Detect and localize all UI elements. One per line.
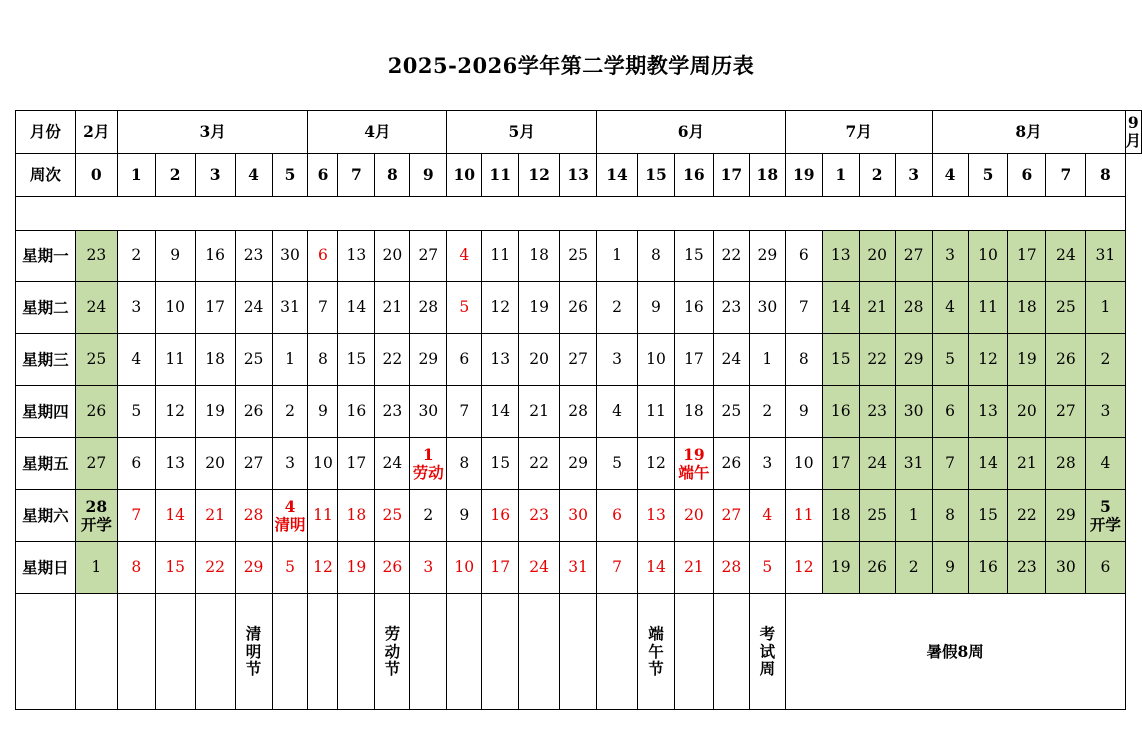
note-cell — [410, 594, 447, 710]
date-cell: 1 — [597, 231, 638, 282]
date-number: 1 — [422, 444, 434, 464]
summer-note: 暑假8周 — [785, 594, 1125, 710]
exam-note — [749, 594, 785, 710]
date-cell: 18 — [519, 231, 560, 282]
week-number: 4 — [932, 154, 968, 197]
date-cell: 13 — [968, 386, 1008, 438]
date-cell: 4 — [117, 334, 155, 386]
note-cell — [338, 594, 375, 710]
date-cell: 26 — [375, 542, 410, 594]
date-cell: 16 — [968, 542, 1008, 594]
date-cell: 3 — [117, 282, 155, 334]
date-cell: 23 — [75, 231, 117, 282]
exam-note-text: 考 试 周 — [759, 623, 776, 679]
date-cell: 27 — [410, 231, 447, 282]
date-cell: 9 — [638, 282, 675, 334]
date-cell: 22 — [1008, 490, 1046, 542]
date-cell: 12 — [308, 542, 338, 594]
date-cell: 28 — [235, 490, 272, 542]
date-cell: 12 — [155, 386, 195, 438]
date-cell: 27 — [1046, 386, 1086, 438]
week-number: 16 — [674, 154, 713, 197]
date-cell: 7 — [785, 282, 822, 334]
date-cell: 3 — [1086, 386, 1125, 438]
date-cell: 22 — [519, 438, 560, 490]
date-annotation: 劳动 — [412, 462, 444, 482]
date-number: 28 — [85, 496, 108, 516]
date-cell: 18 — [674, 386, 713, 438]
note-cell — [519, 594, 560, 710]
month-row — [16, 111, 1142, 154]
week-number: 5 — [968, 154, 1008, 197]
date-cell: 11 — [785, 490, 822, 542]
date-cell: 8 — [447, 438, 482, 490]
date-cell: 17 — [482, 542, 519, 594]
note-cell — [155, 594, 195, 710]
duanwu-note — [638, 594, 675, 710]
date-cell: 17 — [1008, 231, 1046, 282]
date-cell: 20 — [859, 231, 895, 282]
date-cell: 5 — [749, 542, 785, 594]
date-cell: 2 — [1086, 334, 1125, 386]
date-cell: 25 — [1046, 282, 1086, 334]
month-jul: 7月 — [785, 111, 932, 154]
day-label: 星期二 — [16, 282, 76, 334]
week-number: 2 — [155, 154, 195, 197]
date-cell: 15 — [338, 334, 375, 386]
date-cell: 9 — [308, 386, 338, 438]
date-cell: 24 — [375, 438, 410, 490]
date-cell: 17 — [822, 438, 859, 490]
date-cell: 15 — [482, 438, 519, 490]
date-cell: 24 — [859, 438, 895, 490]
date-cell: 30 — [1046, 542, 1086, 594]
week-row — [16, 154, 1142, 197]
date-cell: 28 — [410, 282, 447, 334]
date-cell: 2 — [272, 386, 308, 438]
date-cell: 30 — [895, 386, 932, 438]
month-apr: 4月 — [308, 111, 447, 154]
date-cell: 27 — [895, 231, 932, 282]
date-cell: 3 — [597, 334, 638, 386]
date-cell: 20 — [1008, 386, 1046, 438]
date-cell: 11 — [308, 490, 338, 542]
date-cell: 2 — [895, 542, 932, 594]
date-cell: 13 — [638, 490, 675, 542]
date-cell: 21 — [674, 542, 713, 594]
date-cell: 21 — [195, 490, 235, 542]
date-cell: 12 — [482, 282, 519, 334]
date-cell: 19 — [338, 542, 375, 594]
date-cell: 23 — [519, 490, 560, 542]
date-cell: 18 — [195, 334, 235, 386]
duanwu-note-text: 端 午 节 — [648, 623, 664, 679]
date-cell: 27 — [235, 438, 272, 490]
date-cell: 20 — [674, 490, 713, 542]
week-number: 3 — [895, 154, 932, 197]
date-cell: 26 — [713, 438, 749, 490]
note-cell — [272, 594, 308, 710]
note-cell — [597, 594, 638, 710]
date-cell: 30 — [749, 282, 785, 334]
day-row — [16, 282, 1142, 334]
date-cell: 31 — [1086, 231, 1125, 282]
date-cell: 7 — [447, 386, 482, 438]
note-cell — [117, 594, 155, 710]
calendar-table — [15, 110, 1142, 710]
date-cell: 17 — [195, 282, 235, 334]
date-cell: 13 — [155, 438, 195, 490]
week-number: 0 — [75, 154, 117, 197]
date-cell: 2 — [749, 386, 785, 438]
week-number: 1 — [117, 154, 155, 197]
date-cell: 6 — [117, 438, 155, 490]
date-cell: 1 — [749, 334, 785, 386]
week-number: 7 — [338, 154, 375, 197]
week-number: 19 — [785, 154, 822, 197]
date-cell: 20 — [195, 438, 235, 490]
date-cell: 2 — [410, 490, 447, 542]
month-feb: 2月 — [75, 111, 117, 154]
week-number: 3 — [195, 154, 235, 197]
date-cell: 15 — [674, 231, 713, 282]
date-cell: 9 — [932, 542, 968, 594]
month-jun: 6月 — [597, 111, 786, 154]
spacer-cell — [16, 197, 1126, 231]
page-title: 2025-2026学年第二学期教学周历表 — [387, 53, 755, 78]
date-cell: 11 — [968, 282, 1008, 334]
notes-row — [16, 594, 1142, 710]
date-cell: 1 — [75, 542, 117, 594]
date-cell: 26 — [560, 282, 597, 334]
date-cell: 19 — [1008, 334, 1046, 386]
date-cell: 7 — [308, 282, 338, 334]
note-cell — [713, 594, 749, 710]
date-cell: 5 — [117, 386, 155, 438]
date-cell: 8 — [308, 334, 338, 386]
date-cell: 29 — [895, 334, 932, 386]
date-cell: 9 — [447, 490, 482, 542]
date-cell: 8 — [638, 231, 675, 282]
date-cell: 28 — [713, 542, 749, 594]
date-cell: 10 — [447, 542, 482, 594]
date-cell: 6 — [785, 231, 822, 282]
date-cell: 22 — [375, 334, 410, 386]
day-row — [16, 334, 1142, 386]
date-cell: 14 — [338, 282, 375, 334]
date-cell: 8 — [932, 490, 968, 542]
date-cell: 25 — [235, 334, 272, 386]
week-number: 6 — [1008, 154, 1046, 197]
date-cell: 17 — [674, 334, 713, 386]
date-cell: 21 — [1008, 438, 1046, 490]
date-cell: 25 — [375, 490, 410, 542]
week-label: 周次 — [16, 154, 76, 197]
date-cell: 22 — [195, 542, 235, 594]
week-number: 15 — [638, 154, 675, 197]
date-cell — [410, 438, 447, 490]
date-cell: 3 — [272, 438, 308, 490]
date-cell: 22 — [713, 231, 749, 282]
date-cell: 12 — [638, 438, 675, 490]
day-row — [16, 490, 1142, 542]
date-annotation: 清明 — [274, 514, 306, 534]
day-label: 星期四 — [16, 386, 76, 438]
note-cell — [195, 594, 235, 710]
date-cell: 2 — [597, 282, 638, 334]
date-cell: 28 — [1046, 438, 1086, 490]
date-number: 4 — [284, 496, 296, 516]
date-cell: 15 — [968, 490, 1008, 542]
day-row — [16, 231, 1142, 282]
date-cell: 30 — [560, 490, 597, 542]
date-cell: 18 — [338, 490, 375, 542]
week-number: 2 — [859, 154, 895, 197]
date-cell: 16 — [195, 231, 235, 282]
date-cell: 19 — [822, 542, 859, 594]
date-cell: 28 — [895, 282, 932, 334]
date-cell: 29 — [1046, 490, 1086, 542]
date-cell: 3 — [410, 542, 447, 594]
date-cell: 14 — [638, 542, 675, 594]
week-number: 9 — [410, 154, 447, 197]
date-cell: 1 — [895, 490, 932, 542]
date-annotation: 开学 — [1089, 514, 1121, 534]
date-cell: 10 — [968, 231, 1008, 282]
date-cell: 25 — [859, 490, 895, 542]
date-cell: 13 — [822, 231, 859, 282]
date-cell: 6 — [308, 231, 338, 282]
week-number: 11 — [482, 154, 519, 197]
date-cell: 21 — [859, 282, 895, 334]
date-cell: 3 — [932, 231, 968, 282]
date-cell: 20 — [375, 231, 410, 282]
month-mar: 3月 — [117, 111, 308, 154]
day-row — [16, 386, 1142, 438]
date-cell: 30 — [410, 386, 447, 438]
day-rows — [16, 231, 1142, 594]
date-cell: 23 — [859, 386, 895, 438]
week-number: 18 — [749, 154, 785, 197]
date-cell: 7 — [932, 438, 968, 490]
date-cell: 13 — [338, 231, 375, 282]
date-cell: 25 — [713, 386, 749, 438]
date-cell: 7 — [117, 490, 155, 542]
date-cell: 14 — [482, 386, 519, 438]
date-cell: 25 — [560, 231, 597, 282]
date-cell: 16 — [338, 386, 375, 438]
date-cell: 4 — [597, 386, 638, 438]
date-cell: 26 — [859, 542, 895, 594]
date-cell: 28 — [560, 386, 597, 438]
date-cell: 4 — [749, 490, 785, 542]
date-cell: 19 — [519, 282, 560, 334]
date-cell: 26 — [75, 386, 117, 438]
date-cell: 10 — [638, 334, 675, 386]
date-cell: 10 — [155, 282, 195, 334]
date-cell: 3 — [749, 438, 785, 490]
date-cell: 9 — [155, 231, 195, 282]
date-cell: 29 — [749, 231, 785, 282]
week-number: 7 — [1046, 154, 1086, 197]
date-cell: 23 — [235, 231, 272, 282]
date-cell: 16 — [482, 490, 519, 542]
date-cell: 27 — [713, 490, 749, 542]
date-cell: 2 — [117, 231, 155, 282]
date-cell: 5 — [272, 542, 308, 594]
qingming-note — [235, 594, 272, 710]
day-label: 星期五 — [16, 438, 76, 490]
month-aug: 8月 — [932, 111, 1125, 154]
week-number: 17 — [713, 154, 749, 197]
date-cell: 14 — [155, 490, 195, 542]
month-sep: 9月 — [1125, 111, 1142, 154]
week-number: 6 — [308, 154, 338, 197]
note-cell — [16, 594, 76, 710]
week-number: 10 — [447, 154, 482, 197]
date-number: 5 — [1100, 496, 1111, 516]
week-number: 5 — [272, 154, 308, 197]
week-number: 4 — [235, 154, 272, 197]
week-number: 13 — [560, 154, 597, 197]
date-cell: 21 — [375, 282, 410, 334]
note-cell — [308, 594, 338, 710]
date-cell: 14 — [822, 282, 859, 334]
date-cell: 23 — [1008, 542, 1046, 594]
date-cell: 29 — [410, 334, 447, 386]
date-cell: 20 — [519, 334, 560, 386]
date-cell: 6 — [447, 334, 482, 386]
date-cell: 8 — [785, 334, 822, 386]
week-number: 14 — [597, 154, 638, 197]
date-cell: 9 — [785, 386, 822, 438]
date-cell: 24 — [235, 282, 272, 334]
date-annotation: 开学 — [80, 514, 112, 534]
date-cell: 16 — [822, 386, 859, 438]
date-cell: 6 — [597, 490, 638, 542]
date-cell: 25 — [75, 334, 117, 386]
date-cell: 11 — [638, 386, 675, 438]
date-cell: 24 — [1046, 231, 1086, 282]
labor-note-text: 劳 动 节 — [384, 623, 401, 679]
date-cell: 27 — [560, 334, 597, 386]
qingming-note-text: 清 明 节 — [245, 623, 262, 679]
date-cell: 29 — [560, 438, 597, 490]
week-number: 8 — [1086, 154, 1125, 197]
date-cell: 4 — [1086, 438, 1125, 490]
date-cell: 21 — [519, 386, 560, 438]
day-label: 星期三 — [16, 334, 76, 386]
day-label: 星期一 — [16, 231, 76, 282]
note-cell — [75, 594, 117, 710]
date-cell: 26 — [1046, 334, 1086, 386]
date-cell: 31 — [895, 438, 932, 490]
date-cell: 10 — [785, 438, 822, 490]
date-annotation: 端午 — [678, 462, 710, 482]
date-cell — [272, 490, 308, 542]
spacer-row — [16, 197, 1142, 231]
date-cell: 6 — [932, 386, 968, 438]
date-cell: 31 — [560, 542, 597, 594]
day-row — [16, 438, 1142, 490]
month-label: 月份 — [16, 111, 76, 154]
date-cell — [674, 438, 713, 490]
date-cell: 14 — [968, 438, 1008, 490]
labor-note — [375, 594, 410, 710]
date-cell: 26 — [235, 386, 272, 438]
week-number: 8 — [375, 154, 410, 197]
date-cell: 19 — [195, 386, 235, 438]
day-label: 星期日 — [16, 542, 76, 594]
date-cell: 12 — [785, 542, 822, 594]
date-cell: 16 — [674, 282, 713, 334]
note-cell — [560, 594, 597, 710]
date-cell: 18 — [822, 490, 859, 542]
date-number: 19 — [683, 444, 705, 464]
date-cell: 24 — [75, 282, 117, 334]
date-cell: 23 — [375, 386, 410, 438]
date-cell: 5 — [597, 438, 638, 490]
date-cell: 18 — [1008, 282, 1046, 334]
date-cell: 15 — [822, 334, 859, 386]
date-cell: 31 — [272, 282, 308, 334]
date-cell: 4 — [932, 282, 968, 334]
date-cell: 24 — [713, 334, 749, 386]
month-may: 5月 — [447, 111, 597, 154]
date-cell: 22 — [859, 334, 895, 386]
note-cell — [674, 594, 713, 710]
date-cell: 6 — [1086, 542, 1125, 594]
date-cell: 8 — [117, 542, 155, 594]
day-label: 星期六 — [16, 490, 76, 542]
week-number: 12 — [519, 154, 560, 197]
date-cell — [75, 490, 117, 542]
date-cell: 17 — [338, 438, 375, 490]
day-row — [16, 542, 1142, 594]
date-cell — [1086, 490, 1125, 542]
date-cell: 27 — [75, 438, 117, 490]
date-cell: 5 — [447, 282, 482, 334]
date-cell: 11 — [155, 334, 195, 386]
date-cell: 4 — [447, 231, 482, 282]
note-cell — [447, 594, 482, 710]
note-cell — [482, 594, 519, 710]
date-cell: 12 — [968, 334, 1008, 386]
date-cell: 13 — [482, 334, 519, 386]
date-cell: 24 — [519, 542, 560, 594]
date-cell: 1 — [1086, 282, 1125, 334]
date-cell: 15 — [155, 542, 195, 594]
date-cell: 5 — [932, 334, 968, 386]
date-cell: 10 — [308, 438, 338, 490]
date-cell: 11 — [482, 231, 519, 282]
date-cell: 23 — [713, 282, 749, 334]
week-number: 1 — [822, 154, 859, 197]
date-cell: 29 — [235, 542, 272, 594]
date-cell: 1 — [272, 334, 308, 386]
date-cell: 7 — [597, 542, 638, 594]
date-cell: 30 — [272, 231, 308, 282]
